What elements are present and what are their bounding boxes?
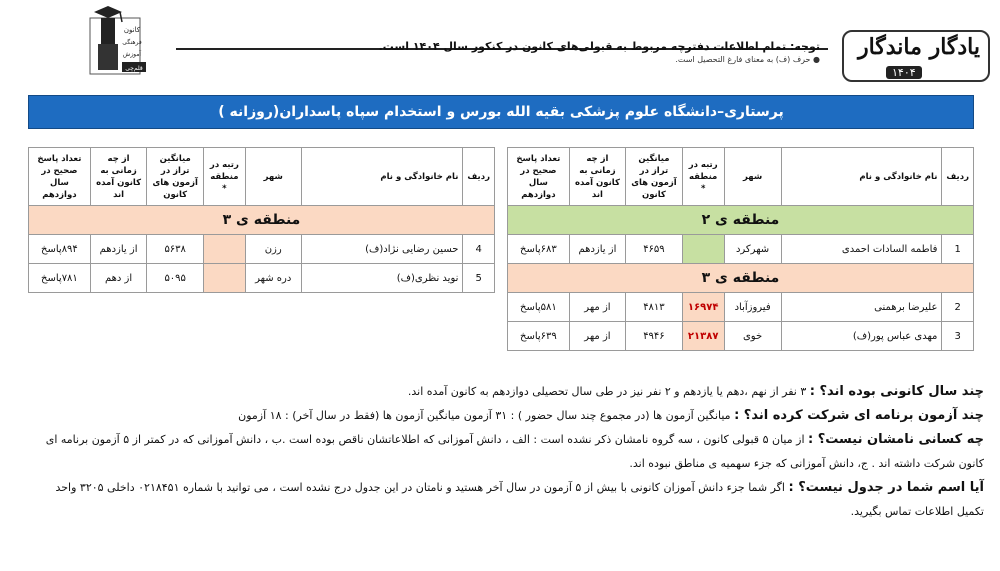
- note-contact-answer: اگر شما جزء دانش آموزان کانونی با بیش از ۵ آزمون در سال آخر هستید و نامتان در این جدول درج نشده است ، می توانید با شماره ۰۲۱۸۴۵۱ داخلی ۳۲۰۵ واحد: [55, 481, 789, 494]
- note-exams-answer: میانگین آزمون ها (در مجموع چند سال حضور ) : ۳۱ آزمون میانگین آزمون ها (فقط در سال آخر) : ۱۸ آزمون: [238, 409, 735, 422]
- cell-rank: ۱۶۹۷۴: [682, 293, 724, 322]
- cell-avg: ۵۶۳۸: [147, 235, 204, 264]
- col-row: ردیف: [463, 148, 495, 206]
- cell-avg: ۴۸۱۳: [626, 293, 683, 322]
- cell-city: خوی: [724, 322, 781, 351]
- col-answers: تعداد پاسخ صحیح در سال دوازدهم: [29, 148, 91, 206]
- cell-city: رزن: [245, 235, 301, 264]
- cell-row: 3: [942, 322, 974, 351]
- left-admissions-table: [28, 147, 495, 293]
- kanoon-logo-icon: [84, 4, 154, 76]
- table-row: [29, 264, 495, 293]
- region-label: منطقه ی ۳: [508, 264, 974, 293]
- cell-city: شهرکرد: [724, 235, 781, 264]
- brand-name: یادگار ماندگار: [857, 34, 980, 60]
- table-row: [29, 235, 495, 264]
- region-row: [29, 206, 495, 235]
- note-missing-question: چه کسانی نامشان نیست؟ :: [808, 432, 984, 447]
- cell-since: از دهم: [90, 264, 146, 293]
- col-rank: رتبه در منطقه *: [682, 148, 724, 206]
- region-row: [508, 264, 974, 293]
- cell-avg: ۴۹۴۶: [626, 322, 683, 351]
- table-row: [508, 293, 974, 322]
- note-contact: [14, 476, 984, 500]
- cell-since: از مهر: [569, 322, 625, 351]
- note-missing-answer: از میان ۵ قبولی کانون ، سه گروه نامشان ذکر نشده است : الف ، دانش آموزانی که اطلاعاتشان ناقص بوده است .ب ، دانش آموزانی که در کمتر از ۵ آزمون برنامه ای: [45, 433, 808, 446]
- cell-row: 2: [942, 293, 974, 322]
- table-row: [508, 322, 974, 351]
- note-years-question: چند سال کانونی بوده اند؟ :: [809, 384, 984, 399]
- graduate-note: ● حرف (ف) به معنای فارغ التحصیل است.: [675, 55, 820, 64]
- col-since: از چه زمانی به کانون آمده اند: [569, 148, 625, 206]
- program-title: پرستاری–دانشگاه علوم پزشکی بقیه الله بورس و استخدام سپاه پاسداران(روزانه ): [28, 95, 974, 129]
- cell-rank: [204, 235, 246, 264]
- region-label: منطقه ی ۳: [29, 206, 495, 235]
- col-city: شهر: [724, 148, 781, 206]
- note-contact-cont: تکمیل اطلاعات تماس بگیرید.: [850, 505, 984, 518]
- table-row: [508, 235, 974, 264]
- logo-text-3: آموزش: [122, 51, 142, 58]
- cell-answers: ۸۹۴پاسخ: [29, 235, 91, 264]
- col-city: شهر: [245, 148, 301, 206]
- note-missing: [14, 428, 984, 452]
- logo-text-1: کانون: [123, 26, 141, 34]
- cell-name: نوید نظری(ف): [301, 264, 463, 293]
- note-missing-cont: کانون شرکت داشته اند . ج، دانش آموزانی که جزء سهمیه ی مناطق نبوده اند.: [629, 457, 984, 470]
- col-avg: میانگین تراز در آزمون های کانون: [626, 148, 683, 206]
- note-years-answer: ۳ نفر از نهم ،دهم یا یازدهم و ۲ نفر نیز در طی سال تحصیلی دوازدهم به کانون آمده اند.: [407, 385, 810, 398]
- col-rank: رتبه در منطقه *: [204, 148, 246, 206]
- note-exams-question: چند آزمون برنامه ای شرکت کرده اند؟ :: [734, 408, 984, 423]
- cell-rank: [682, 235, 724, 264]
- col-avg: میانگین تراز در آزمون های کانون: [147, 148, 204, 206]
- col-since: از چه زمانی به کانون آمده اند: [90, 148, 146, 206]
- col-name: نام خانوادگی و نام: [301, 148, 463, 206]
- col-answers: تعداد پاسخ صحیح در سال دوازدهم: [508, 148, 570, 206]
- yadegar-logo: [842, 30, 990, 82]
- cell-name: فاطمه السادات احمدی: [781, 235, 942, 264]
- cell-city: دره شهر: [245, 264, 301, 293]
- note-years: [14, 380, 984, 404]
- cell-city: فیروزآباد: [724, 293, 781, 322]
- region-label: منطقه ی ۲: [508, 206, 974, 235]
- col-row: ردیف: [942, 148, 974, 206]
- notes-section: [14, 380, 984, 524]
- cell-since: از مهر: [569, 293, 625, 322]
- brand-year: ۱۴۰۴: [886, 66, 922, 79]
- cell-row: 1: [942, 235, 974, 264]
- logo-text-4: قلم‌چی: [125, 65, 143, 72]
- right-admissions-table: [507, 147, 974, 351]
- cell-row: 5: [463, 264, 495, 293]
- note-exams: [14, 404, 984, 428]
- cell-since: از یازدهم: [90, 235, 146, 264]
- cell-answers: ۵۸۱پاسخ: [508, 293, 570, 322]
- cell-avg: ۴۶۵۹: [626, 235, 683, 264]
- cell-avg: ۵۰۹۵: [147, 264, 204, 293]
- cell-rank: ۲۱۳۸۷: [682, 322, 724, 351]
- region-row: [508, 206, 974, 235]
- notice-text: توجه: تمام اطلاعات دفترچه مربوط به قبولی‌های کانون در کنکور سال ۱۴۰۴ است.: [378, 40, 820, 53]
- cell-name: علیرضا برهمنی: [781, 293, 942, 322]
- cell-row: 4: [463, 235, 495, 264]
- cell-since: از یازدهم: [569, 235, 625, 264]
- cell-answers: ۷۸۱پاسخ: [29, 264, 91, 293]
- col-name: نام خانوادگی و نام: [781, 148, 942, 206]
- logo-text-2: فرهنگی: [122, 39, 142, 46]
- cell-answers: ۶۳۹پاسخ: [508, 322, 570, 351]
- note-contact-question: آیا اسم شما در جدول نیست؟ :: [788, 480, 984, 495]
- cell-name: حسین رضایی نژاد(ف): [301, 235, 463, 264]
- cell-rank: [204, 264, 246, 293]
- cell-answers: ۶۸۳پاسخ: [508, 235, 570, 264]
- cell-name: مهدی عباس پور(ف): [781, 322, 942, 351]
